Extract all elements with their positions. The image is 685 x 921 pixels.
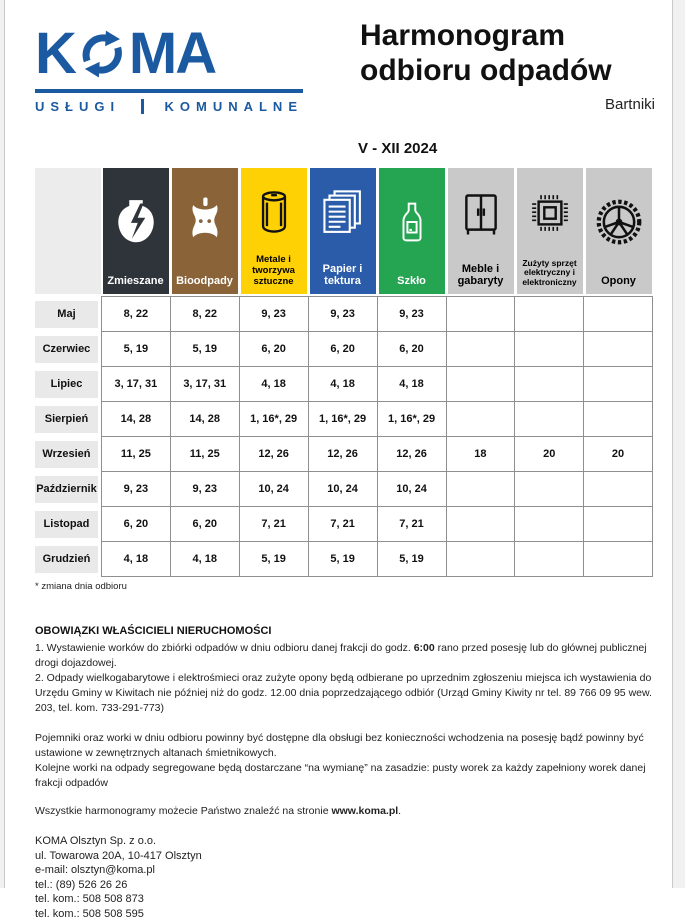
page-edge-right [672, 0, 685, 888]
can-icon [241, 168, 307, 255]
schedule-cell: 12, 26 [308, 437, 377, 472]
logo-underline [35, 89, 303, 93]
koma-logo [35, 18, 303, 114]
obligation-item-2: 2. Odpady wielkogabarytowe i elektrośmieci oraz zużyte opony będą odbierane po uprzednim zgłoszeniu miejsca ich wystawienia do Urzędu Gminy w Kiwitach nie później niż do godz. 12.00 dnia poprzedzającego odbiór (Urząd Gminy Kiwity nr tel. 89 766 09 95 wew. 203, tel. kom. 733-291-773) [35, 671, 652, 716]
schedule-cell [584, 402, 653, 437]
schedule-cell [446, 472, 515, 507]
schedule-cell: 7, 21 [377, 507, 446, 542]
schedule-cell [515, 402, 584, 437]
schedule-cell [446, 297, 515, 332]
schedule [35, 168, 653, 592]
schedule-cell [584, 367, 653, 402]
column-header-szklo: Szkło [379, 168, 445, 294]
schedule-cell: 4, 18 [170, 542, 239, 577]
schedule-cell: 1, 16*, 29 [239, 402, 308, 437]
schedule-cell: 5, 19 [308, 542, 377, 577]
schedule-cell [446, 542, 515, 577]
month-label: Maj [35, 301, 98, 328]
schedule-cell [515, 507, 584, 542]
obligations-heading: OBOWIĄZKI WŁAŚCICIELI NIERUCHOMOŚCI [35, 624, 652, 639]
schedule-cell: 9, 23 [377, 297, 446, 332]
schedule-cell: 8, 22 [101, 297, 170, 332]
logo-letter-k: K [35, 26, 75, 82]
schedule-cell: 1, 16*, 29 [377, 402, 446, 437]
wardrobe-icon [448, 168, 514, 263]
table-row [35, 367, 653, 402]
schedule-cell: 6, 20 [170, 507, 239, 542]
schedule-cell: 10, 24 [377, 472, 446, 507]
schedule-cell: 5, 19 [101, 332, 170, 367]
table-row [35, 472, 653, 507]
title-block [360, 18, 655, 113]
schedule-cell [515, 332, 584, 367]
tagline-right: KOMUNALNE [165, 99, 304, 114]
locality-label: Bartniki [360, 96, 655, 113]
schedule-cell: 10, 24 [239, 472, 308, 507]
month-label: Czerwiec [35, 336, 98, 363]
schedule-cell: 9, 23 [239, 297, 308, 332]
document-header [35, 18, 655, 114]
column-header-zmieszane: Zmieszane [103, 168, 169, 294]
logo-tagline [35, 99, 303, 114]
schedule-cell [446, 507, 515, 542]
containers-paragraph: Pojemniki oraz worki w dniu odbioru powinny być dostępne dla obsługi bez konieczności wchodzenia na posesję bądź powinny być ustawione w zewnętrznych altanach śmietnikowych. [35, 731, 652, 761]
obligation-item-1: 1. Wystawienie worków do zbiórki odpadów w dniu odbioru danej frakcji do godz. 6:00 rano przed posesję lub do głównej publicznej drogi dojazdowej. [35, 641, 652, 671]
bottle-icon [379, 168, 445, 275]
schedule-cell: 12, 26 [239, 437, 308, 472]
schedule-cell: 9, 23 [101, 472, 170, 507]
website-line: Wszystkie harmonogramy możecie Państwo znaleźć na stronie www.koma.pl. [35, 804, 652, 819]
company-phone: tel.: (89) 526 26 26 [35, 878, 655, 893]
table-row [35, 402, 653, 437]
schedule-cell [515, 472, 584, 507]
schedule-cell [446, 332, 515, 367]
page-title: Harmonogram odbioru odpadów [360, 18, 655, 88]
column-header-elektro: Zużyty sprzęt elektryczny i elektroniczny [517, 168, 583, 294]
column-header-opony: Opony [586, 168, 652, 294]
schedule-cell [584, 542, 653, 577]
company-name: KOMA Olsztyn Sp. z o.o. [35, 834, 655, 849]
table-row [35, 332, 653, 367]
schedule-cell: 1, 16*, 29 [308, 402, 377, 437]
month-label: Grudzień [35, 546, 98, 573]
company-mobile-2: tel. kom.: 508 508 595 [35, 907, 655, 921]
schedule-cell: 14, 28 [101, 402, 170, 437]
column-header-bioodpady: Bioodpady [172, 168, 238, 294]
schedule-cell [515, 367, 584, 402]
schedule-cell [584, 297, 653, 332]
schedule-cell: 7, 21 [239, 507, 308, 542]
chip-icon [517, 168, 583, 259]
period-label: V - XII 2024 [358, 140, 655, 157]
schedule-cell: 18 [446, 437, 515, 472]
schedule-cell: 3, 17, 31 [101, 367, 170, 402]
column-header-papier: Papier i tektura [310, 168, 376, 294]
broken-pot-icon [103, 168, 169, 275]
month-label: Sierpień [35, 406, 98, 433]
schedule-cell: 14, 28 [170, 402, 239, 437]
schedule-cell: 4, 18 [239, 367, 308, 402]
column-header-meble: Meble i gabaryty [448, 168, 514, 294]
schedule-cell: 9, 23 [170, 472, 239, 507]
tagline-divider [141, 99, 144, 114]
document-content [35, 18, 655, 921]
table-row [35, 297, 653, 332]
schedule-cell [446, 367, 515, 402]
schedule-cell: 4, 18 [308, 367, 377, 402]
month-column-header [35, 168, 101, 294]
schedule-cell: 6, 20 [377, 332, 446, 367]
table-row [35, 542, 653, 577]
month-label: Wrzesień [35, 441, 98, 468]
schedule-cell: 7, 21 [308, 507, 377, 542]
schedule-cell: 4, 18 [377, 367, 446, 402]
company-email[interactable]: e-mail: olsztyn@koma.pl [35, 863, 655, 878]
table-row [35, 507, 653, 542]
schedule-cell [515, 542, 584, 577]
company-mobile-1: tel. kom.: 508 508 873 [35, 892, 655, 907]
schedule-cell [584, 332, 653, 367]
schedule-cell: 9, 23 [308, 297, 377, 332]
schedule-table [35, 296, 653, 577]
paper-stack-icon [310, 168, 376, 263]
schedule-cell: 4, 18 [101, 542, 170, 577]
schedule-cell: 8, 22 [170, 297, 239, 332]
schedule-cell: 6, 20 [101, 507, 170, 542]
schedule-cell: 20 [584, 437, 653, 472]
table-footnote: * zmiana dnia odbioru [35, 581, 653, 592]
schedule-cell: 6, 20 [239, 332, 308, 367]
schedule-header-row [35, 168, 653, 294]
page-edge-left [0, 0, 5, 888]
schedule-cell: 11, 25 [170, 437, 239, 472]
website-link[interactable]: www.koma.pl [331, 805, 398, 817]
schedule-cell: 5, 19 [170, 332, 239, 367]
obligations-section [35, 624, 652, 819]
company-address: ul. Towarowa 20A, 10-417 Olsztyn [35, 849, 655, 864]
tire-icon [586, 168, 652, 275]
schedule-cell [584, 507, 653, 542]
month-label: Lipiec [35, 371, 98, 398]
month-label: Listopad [35, 511, 98, 538]
schedule-cell: 20 [515, 437, 584, 472]
table-row [35, 437, 653, 472]
schedule-cell: 11, 25 [101, 437, 170, 472]
koma-wordmark [35, 26, 303, 82]
month-label: Październik [35, 476, 98, 503]
apple-core-icon [172, 168, 238, 275]
schedule-cell: 5, 19 [377, 542, 446, 577]
schedule-cell: 6, 20 [308, 332, 377, 367]
schedule-cell [515, 297, 584, 332]
bags-paragraph: Kolejne worki na odpady segregowane będą dostarczane “na wymianę” na zasadzie: pusty worek za każdy zapełniony worek danej frakcji odpadów [35, 761, 652, 791]
company-footer [35, 834, 655, 921]
schedule-cell [446, 402, 515, 437]
schedule-cell: 3, 17, 31 [170, 367, 239, 402]
schedule-cell [584, 472, 653, 507]
schedule-cell: 10, 24 [308, 472, 377, 507]
tagline-left: USŁUGI [35, 99, 120, 114]
schedule-cell: 12, 26 [377, 437, 446, 472]
schedule-cell: 5, 19 [239, 542, 308, 577]
logo-letters-ma: MA [129, 26, 215, 82]
recycle-arrows-icon [77, 29, 127, 79]
column-header-metale: Metale i tworzywa sztuczne [241, 168, 307, 294]
